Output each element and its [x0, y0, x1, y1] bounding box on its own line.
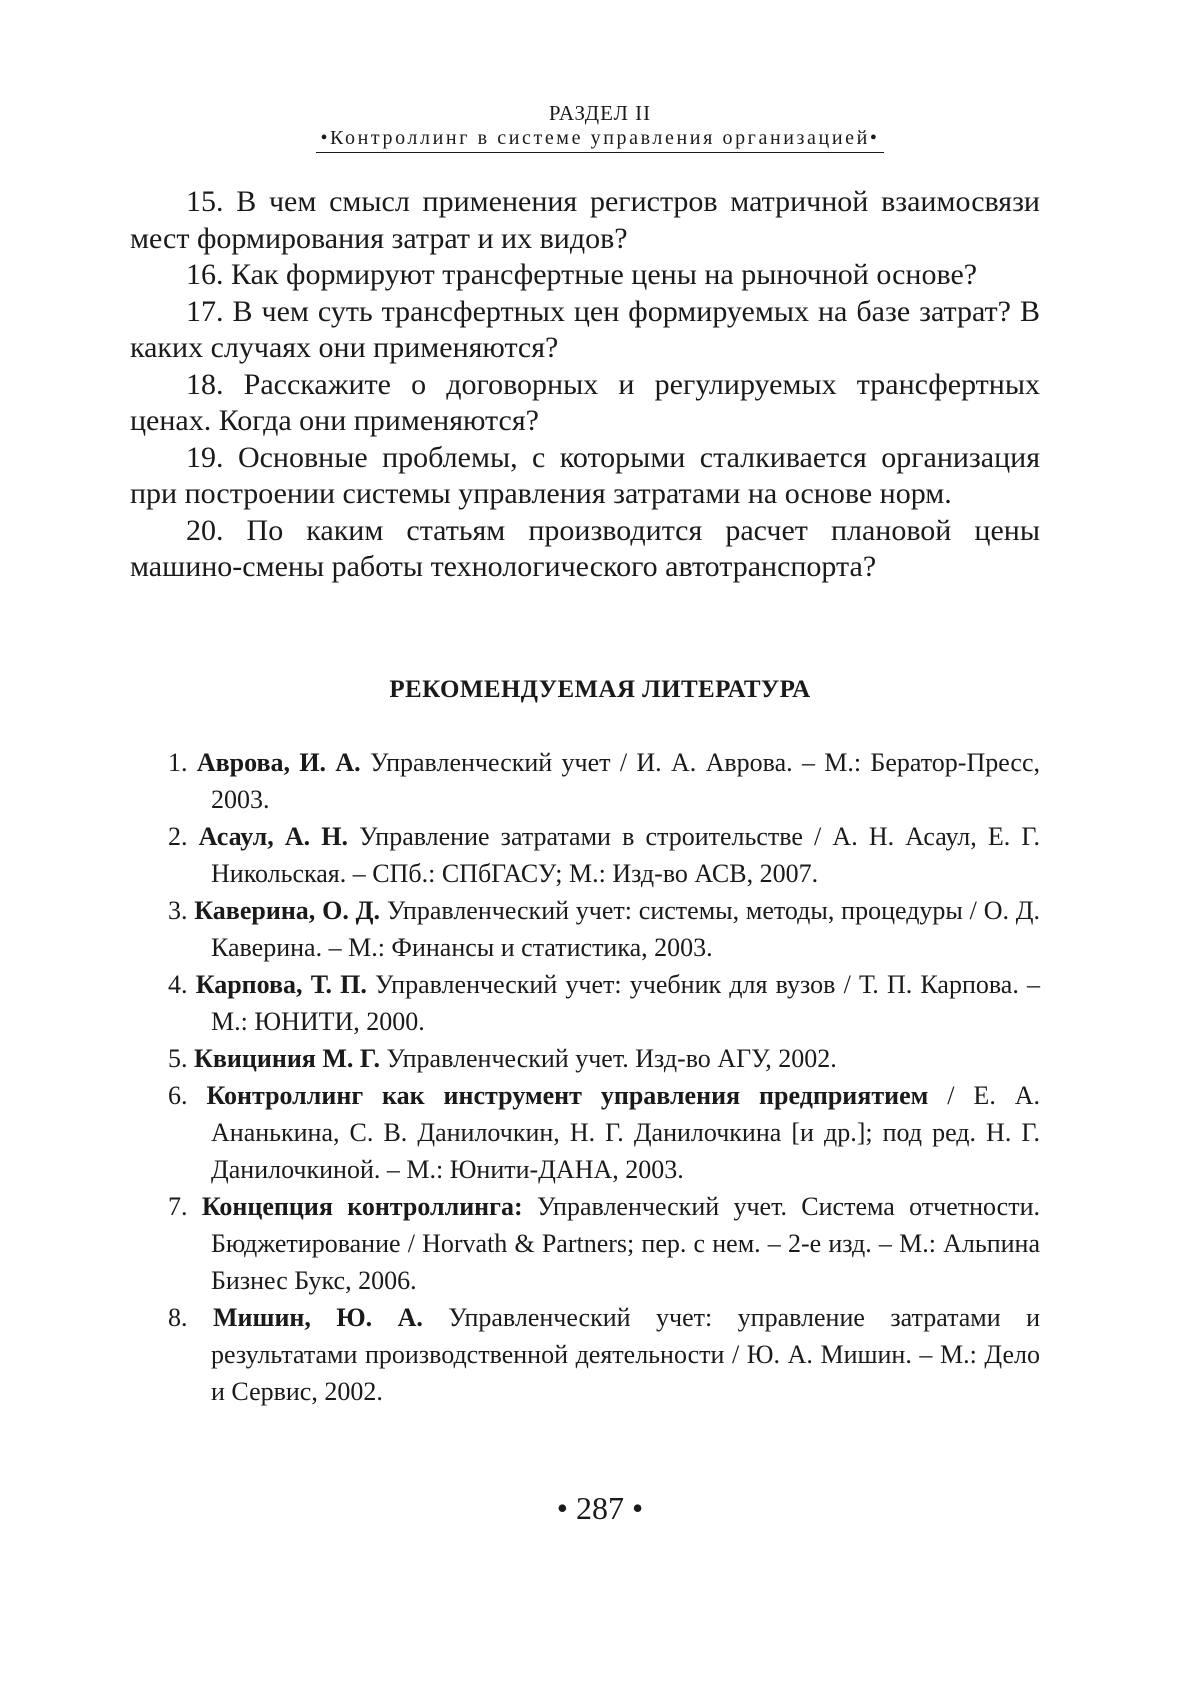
- reference-text: Управление затратами в строительстве / А. Н. Асаул, Е. Г. Никольская. – СПб.: СПбГАСУ; М.: Изд-во АСВ, 2007.: [211, 822, 1041, 888]
- reference-number: 2.: [168, 822, 188, 851]
- reference-item: [168, 966, 1040, 1040]
- reference-author: Концепция контроллинга:: [201, 1192, 523, 1221]
- reference-author: Асаул, А. Н.: [198, 822, 349, 851]
- reference-text: Управленческий учет: системы, методы, процедуры / О. Д. Каверина. – М.: Финансы и статистика, 2003.: [211, 896, 1041, 962]
- question-17: 17. В чем суть трансфертных цен формируемых на базе затрат? В каких случаях они применяются?: [130, 294, 1040, 364]
- reference-text: Управленческий учет. Система отчетности. Бюджетирование / Horvath & Partners; пер. с нем. – 2-е изд. – М.: Альпина Бизнес Букс, 2006.: [211, 1192, 1040, 1295]
- question-16: 16. Как формируют трансфертные цены на рыночной основе?: [186, 258, 978, 291]
- reference-item: [168, 818, 1040, 892]
- reference-text: / Е. А. Ананькина, С. В. Данилочкин, Н. Г. Данилочкина [и др.]; под ред. Н. Г. Данилочкиной. – М.: Юнити-ДАНА, 2003.: [211, 1081, 1041, 1184]
- literature-heading: РЕКОМЕНДУЕМАЯ ЛИТЕРАТУРА: [389, 676, 811, 703]
- reference-author: Аврова, И. А.: [196, 748, 361, 777]
- reference-text: Управленческий учет. Изд-во АГУ, 2002.: [386, 1044, 837, 1073]
- reference-number: 5.: [168, 1044, 188, 1073]
- reference-number: 6.: [168, 1081, 188, 1110]
- reference-item: [168, 744, 1040, 818]
- question-18: 18. Расскажите о договорных и регулируемых трансфертных ценах. Когда они применяются?: [130, 367, 1040, 437]
- running-head: [0, 100, 1200, 153]
- section-title: РАЗДЕЛ II: [548, 101, 652, 125]
- question-20: 20. По каким статьям производится расчет плановой цены машино-смены работы технологического автотранспорта?: [130, 513, 1040, 583]
- reference-item: [168, 1299, 1040, 1410]
- reference-text: Управленческий учет: учебник для вузов / Т. П. Карпова. – М.: ЮНИТИ, 2000.: [211, 970, 1041, 1036]
- section-subtitle-rule: [316, 126, 883, 153]
- question-19: 19. Основные проблемы, с которыми сталкивается организация при построении системы управления затратами на основе норм.: [130, 440, 1040, 510]
- reference-number: 3.: [168, 896, 188, 925]
- reference-number: 8.: [168, 1303, 188, 1332]
- reference-author: Мишин, Ю. А.: [212, 1303, 423, 1332]
- reference-number: 4.: [168, 970, 188, 999]
- reference-text: Управленческий учет: управление затратами и результатами производственной деятельности / Ю. А. Мишин. – М.: Дело и Сервис, 2002.: [211, 1303, 1041, 1406]
- reference-author: Контроллинг как инструмент управления предприятием: [206, 1081, 929, 1110]
- review-questions: [130, 184, 1040, 586]
- reference-item: [168, 1188, 1040, 1299]
- page-number: • 287 •: [556, 1490, 644, 1526]
- section-subtitle: •Контроллинг в системе управления организацией•: [320, 127, 880, 149]
- reference-text: Управленческий учет / И. А. Аврова. – М.: Бератор-Пресс, 2003.: [211, 748, 1040, 814]
- question-15: 15. В чем смысл применения регистров матричной взаимосвязи мест формирования затрат и их видов?: [130, 185, 1040, 255]
- reference-number: 1.: [168, 748, 188, 777]
- reference-list: [168, 744, 1040, 1410]
- reference-author: Каверина, О. Д.: [194, 896, 381, 925]
- reference-item: [168, 892, 1040, 966]
- reference-author: Карпова, Т. П.: [195, 970, 367, 999]
- reference-item: [168, 1040, 1040, 1077]
- reference-number: 7.: [168, 1192, 188, 1221]
- reference-item: [168, 1077, 1040, 1188]
- reference-author: Квициния М. Г.: [194, 1044, 381, 1073]
